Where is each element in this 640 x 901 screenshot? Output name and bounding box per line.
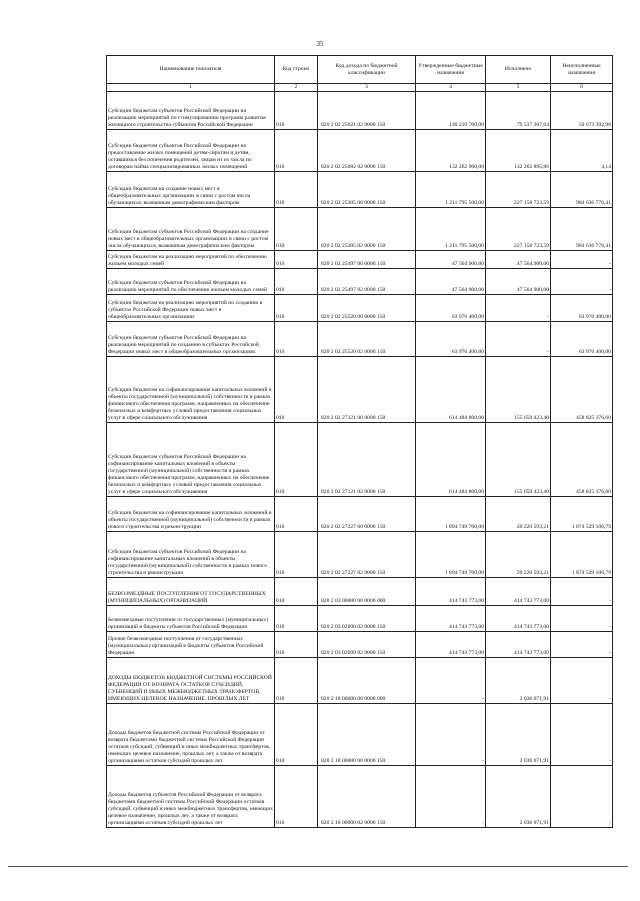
row-approved-amount: 130 210 700,00 [416,92,486,130]
table-row [107,269,613,295]
row-executed-amount: 227 158 723,59 [486,208,551,251]
row-executed-amount: 20 220 593,21 [486,497,551,532]
table-row [107,92,613,130]
column-number: 3 [318,84,416,92]
row-unexecuted-amount: 1 874 529 106,79 [551,532,613,578]
row-unexecuted-amount: - [551,632,613,658]
row-classification-code: 820 2 02 25497 00 0000 150 [318,251,416,269]
row-classification-code: 820 2 02 27121 02 0000 150 [318,423,416,497]
page-bottom-rule [8,866,628,867]
header-indicator-name: Наименование показателя [107,56,275,84]
row-line-code: 010 [275,766,318,828]
table-row [107,295,613,322]
row-classification-code: 820 2 02 25082 02 0000 150 [318,130,416,172]
row-indicator-name: Субсидии бюджетам на создание новых мест в общеобразовательных организациях в связи с ростом числа обучающихся, вызванным демографическим фактором [107,172,275,208]
table-row [107,251,613,269]
row-executed-amount: 227 158 723,59 [486,172,551,208]
table-body [107,92,613,828]
row-indicator-name: Субсидии бюджетам субъектов Российской Федерации на создание новых мест в общеобразовательных организациях в связи с ростом числа обучающихся, вызванным демографическим фактором [107,208,275,251]
budget-execution-table [106,55,613,828]
table-row [107,208,613,251]
table-row [107,578,613,606]
row-unexecuted-amount: 4,14 [551,130,613,172]
row-approved-amount: - [416,766,486,828]
table-row [107,322,613,357]
row-line-code: 010 [275,208,318,251]
row-unexecuted-amount: 63 976 400,00 [551,295,613,322]
table-row [107,704,613,766]
table-row [107,172,613,208]
row-approved-amount: 1 894 749 700,00 [416,532,486,578]
row-unexecuted-amount: - [551,658,613,704]
row-approved-amount: 414 743 773,00 [416,578,486,606]
row-executed-amount: 414 743 773,00 [486,632,551,658]
row-line-code: 010 [275,251,318,269]
table-row [107,532,613,578]
row-line-code: 010 [275,172,318,208]
row-indicator-name: Субсидии бюджетам на реализацию мероприятий по обеспечению жильем молодых семей [107,251,275,269]
row-executed-amount: - [486,322,551,357]
row-classification-code: 820 2 03 02099 02 0000 150 [318,632,416,658]
row-executed-amount: 2 036 071,91 [486,704,551,766]
row-indicator-name: Субсидии бюджетам на софинансирование капитальных вложений в объекты государственной (муниципальной) собственности в рамках нового строительства и реконструкции [107,497,275,532]
row-indicator-name: Субсидии бюджетам субъектов Российской Федерации на реализацию мероприятий по обеспечению жильем молодых семей [107,269,275,295]
table-row [107,606,613,632]
row-classification-code: 820 2 02 27121 00 0000 150 [318,357,416,423]
column-number: 6 [551,84,613,92]
row-line-code: 010 [275,578,318,606]
column-number-row [107,84,613,92]
row-approved-amount: 47 564 900,00 [416,251,486,269]
table-row [107,632,613,658]
row-approved-amount: 1 211 795 500,00 [416,208,486,251]
row-unexecuted-amount: - [551,251,613,269]
row-indicator-name: БЕЗВОЗМЕЗДНЫЕ ПОСТУПЛЕНИЯ ОТ ГОСУДАРСТВЕННЫХ (МУНИЦИПАЛЬНЫХ) ОРГАНИЗАЦИЙ [107,578,275,606]
row-indicator-name: Субсидии бюджетам субъектов Российской Федерации на софинансирование капитальных вложений в объекты государственной (муниципальной) собственности в рамках нового строительства и реконструкции [107,532,275,578]
row-approved-amount: 63 976 400,00 [416,295,486,322]
row-indicator-name: Субсидии бюджетам субъектов Российской Федерации на реализацию мероприятий по созданию в субъектах Российской Федерации новых мест в общеобразовательных организациях [107,322,275,357]
row-executed-amount: - [486,295,551,322]
row-unexecuted-amount: 984 636 776,41 [551,208,613,251]
header-line-code: Код строки [275,56,318,84]
row-approved-amount: 47 564 900,00 [416,269,486,295]
row-unexecuted-amount: - [551,704,613,766]
row-indicator-name: Прочие безвозмездные поступления от государственных (муниципальных) организаций в бюджеты субъектов Российской Федерации [107,632,275,658]
row-indicator-name: ДОХОДЫ БЮДЖЕТОВ БЮДЖЕТНОЙ СИСТЕМЫ РОССИЙСКОЙ ФЕДЕРАЦИИ ОТ ВОЗВРАТА ОСТАТКОВ СУБСИДИЙ, СУБВЕНЦИЙ И ИНЫХ МЕЖБЮДЖЕТНЫХ ТРАНСФЕРТОВ, ИМЕЮЩИХ ЦЕЛЕВОЕ НАЗНАЧЕНИЕ, ПРОШЛЫХ ЛЕТ [107,658,275,704]
row-indicator-name: Безвозмездные поступления от государственных (муниципальных) организаций в бюджеты субъектов Российской Федерации [107,606,275,632]
table-row [107,357,613,423]
column-number: 1 [107,84,275,92]
row-classification-code: 820 2 18 00000 00 0000 000 [318,658,416,704]
row-line-code: 010 [275,497,318,532]
row-unexecuted-amount: 458 825 376,60 [551,423,613,497]
budget-execution-table-container [106,55,612,828]
row-classification-code: 820 2 02 27227 00 0000 150 [318,497,416,532]
row-unexecuted-amount: 50 673 392,96 [551,92,613,130]
header-executed: Исполнено [486,56,551,84]
row-classification-code: 820 2 03 02000 02 0000 150 [318,606,416,632]
row-indicator-name: Доходы бюджетов субъектов Российской Федерации от возврата бюджетами бюджетной системы Российской Федерации остатков субсидий, субвенций и иных межбюджетных трансфертов, имеющих целевое назначение, прошлых лет, а также от возврата организациями остатков субсидий прошлых лет [107,766,275,828]
row-line-code: 010 [275,658,318,704]
row-approved-amount: 1 894 749 700,00 [416,497,486,532]
row-line-code: 010 [275,357,318,423]
row-classification-code: 820 2 18 00000 02 0000 150 [318,766,416,828]
table-row [107,130,613,172]
row-classification-code: 820 2 02 25520 00 0000 150 [318,295,416,322]
row-indicator-name: Субсидии бюджетам субъектов Российской Федерации на софинансирование капитальных вложений в объекты государственной (муниципальной) собственности в рамках финансового обеспечения программ, направленных на обеспечение безопасных и комфортных условий предоставления социальных услуг в сфере социального обслуживания [107,423,275,497]
row-executed-amount: 47 564 900,00 [486,251,551,269]
row-unexecuted-amount: - [551,269,613,295]
row-approved-amount: 1 211 795 500,00 [416,172,486,208]
row-line-code: 010 [275,532,318,578]
row-approved-amount: - [416,658,486,704]
row-unexecuted-amount: - [551,766,613,828]
row-executed-amount: 2 036 071,91 [486,658,551,704]
row-line-code: 010 [275,606,318,632]
column-number: 4 [416,84,486,92]
row-classification-code: 820 2 02 25497 02 0000 150 [318,269,416,295]
row-unexecuted-amount: 1 874 529 106,79 [551,497,613,532]
row-line-code: 010 [275,704,318,766]
row-executed-amount: 155 659 423,40 [486,357,551,423]
row-classification-code: 820 2 02 25520 02 0000 150 [318,322,416,357]
row-line-code: 010 [275,322,318,357]
table-row [107,766,613,828]
row-indicator-name: Субсидии бюджетам субъектов Российской Федерации на предоставление жилых помещений детям-сиротам и детям, оставшимся без попечения родителей, лицам из их числа по договорам найма специализированных жилых помещений [107,130,275,172]
table-row [107,497,613,532]
row-line-code: 010 [275,130,318,172]
row-classification-code: 820 2 02 25021 02 0000 150 [318,92,416,130]
row-unexecuted-amount: 984 636 776,41 [551,172,613,208]
row-executed-amount: 47 564 900,00 [486,269,551,295]
row-indicator-name: Субсидии бюджетам на софинансирование капитальных вложений в объекты государственной (муниципальной) собственности в рамках финансового обеспечения программ, направленных на обеспечение безопасных и комфортных условий предоставления социальных услуг в сфере социального обслуживания [107,357,275,423]
row-indicator-name: Субсидии бюджетам на реализацию мероприятий по созданию в субъектах Российской Федерации новых мест в общеобразовательных организациях [107,295,275,322]
row-approved-amount: - [416,704,486,766]
row-line-code: 010 [275,92,318,130]
column-number: 2 [275,84,318,92]
row-classification-code: 820 2 03 00000 00 0000 000 [318,578,416,606]
row-executed-amount: 414 743 773,00 [486,578,551,606]
page-number: 35 [316,40,324,48]
row-executed-amount: 20 220 593,21 [486,532,551,578]
table-row [107,423,613,497]
row-classification-code: 820 2 02 27227 02 0000 150 [318,532,416,578]
row-approved-amount: 614 484 800,00 [416,357,486,423]
row-executed-amount: 414 743 773,00 [486,606,551,632]
row-approved-amount: 414 743 773,00 [416,632,486,658]
row-classification-code: 820 2 02 25305 02 0000 150 [318,208,416,251]
row-line-code: 010 [275,269,318,295]
row-approved-amount: 132 262 900,00 [416,130,486,172]
row-line-code: 010 [275,423,318,497]
row-classification-code: 820 2 18 00000 00 0000 150 [318,704,416,766]
table-row [107,658,613,704]
row-approved-amount: 414 743 773,00 [416,606,486,632]
row-line-code: 010 [275,295,318,322]
column-number: 5 [486,84,551,92]
row-executed-amount: 79 537 307,04 [486,92,551,130]
header-classification-code: Код дохода по бюджетной классификации [318,56,416,84]
row-executed-amount: 155 659 423,40 [486,423,551,497]
header-unexecuted: Неисполненные назначения [551,56,613,84]
header-approved: Утвержденные бюджетные назначения [416,56,486,84]
row-executed-amount: 2 036 071,91 [486,766,551,828]
row-unexecuted-amount: - [551,606,613,632]
row-approved-amount: 614 484 800,00 [416,423,486,497]
row-approved-amount: 63 976 400,00 [416,322,486,357]
row-indicator-name: Субсидии бюджетам субъектов Российской Федерации на реализацию мероприятий по стимулированию программ развития жилищного строительства субъектов Российской Федерации [107,92,275,130]
row-indicator-name: Доходы бюджетов бюджетной системы Российской Федерации от возврата бюджетами бюджетной системы Российской Федерации остатков субсидий, субвенций и иных межбюджетных трансфертов, имеющих целевое назначение, прошлых лет, а также от возврата организациями остатков субсидий прошлых лет [107,704,275,766]
row-line-code: 010 [275,632,318,658]
table-header-row [107,56,613,84]
row-classification-code: 820 2 02 25305 00 0000 150 [318,172,416,208]
row-executed-amount: 132 262 895,86 [486,130,551,172]
row-unexecuted-amount: 63 976 400,00 [551,322,613,357]
row-unexecuted-amount: 458 825 376,60 [551,357,613,423]
row-unexecuted-amount: - [551,578,613,606]
